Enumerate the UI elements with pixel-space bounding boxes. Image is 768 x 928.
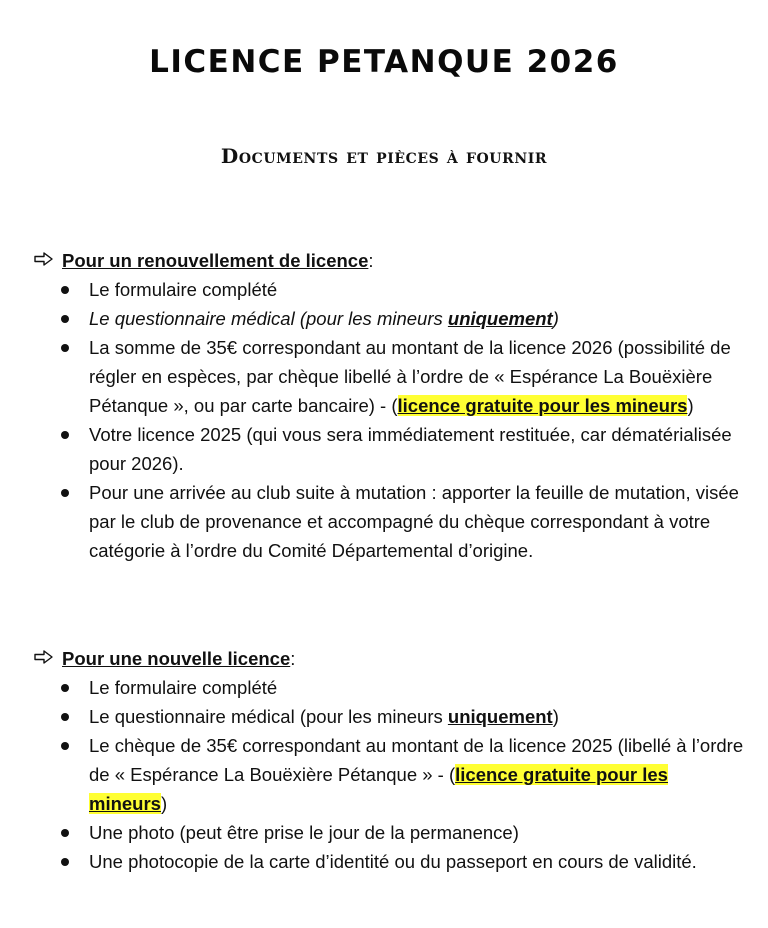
highlighted-text: licence gratuite pour les mineurs [89, 764, 668, 814]
bullet-dot-icon [61, 713, 69, 721]
list-item-text-part: La somme de 35€ correspondant au montant de la licence 2026 (possibilité de régler en espèces, par chèque libellé à l’ordre de « Espérance La Bouëxière Pétanque », ou par carte bancaire) - ( [89, 337, 731, 416]
right-arrow-outline-icon [34, 246, 58, 275]
list-item-text-part: ) [552, 706, 559, 727]
right-arrow-outline-icon [34, 644, 58, 673]
document-list [34, 275, 749, 565]
bullet-dot-icon [61, 858, 69, 866]
list-item [34, 731, 749, 818]
document-subtitle: Documents et pièces à fournir [220, 144, 548, 168]
list-item [34, 333, 749, 420]
list-item-text-part: ) [160, 793, 168, 814]
list-item [34, 478, 749, 565]
document-title: LICENCE PETANQUE 2026 [149, 44, 619, 80]
list-item-text-part: ) [552, 308, 559, 329]
document-list [34, 673, 749, 876]
list-item [34, 818, 749, 847]
list-item [34, 673, 749, 702]
list-item-text: Une photocopie de la carte d’identité ou du passeport en cours de validité. [89, 851, 697, 872]
list-item-text: Le formulaire complété [89, 677, 278, 698]
list-item-text-part: Le questionnaire médical (pour les mineurs [89, 706, 448, 727]
section-heading-text: Pour un renouvellement de licence [62, 250, 369, 271]
highlighted-text: licence gratuite pour les mineurs [397, 395, 688, 416]
bullet-dot-icon [61, 829, 69, 837]
list-item [34, 275, 749, 304]
section-heading [34, 644, 749, 673]
section-renewal [34, 246, 749, 565]
bullet-dot-icon [61, 684, 69, 692]
list-item [34, 304, 749, 333]
list-item [34, 702, 749, 731]
bullet-dot-icon [61, 489, 69, 497]
bullet-dot-icon [61, 742, 69, 750]
emphasis-text: uniquement [447, 308, 553, 329]
list-item-text-part: Le questionnaire médical (pour les mineurs [89, 308, 448, 329]
list-item [34, 847, 749, 876]
list-item-text: Une photo (peut être prise le jour de la permanence) [89, 822, 519, 843]
bullet-dot-icon [61, 315, 69, 323]
bullet-dot-icon [61, 344, 69, 352]
list-item-text: Le formulaire complété [89, 279, 278, 300]
list-item-text-part: ) [687, 395, 694, 416]
section-heading [34, 246, 749, 275]
bullet-dot-icon [61, 286, 69, 294]
list-item-text: Votre licence 2025 (qui vous sera immédiatement restituée, car dématérialisée pour 2026). [89, 424, 732, 474]
section-heading-suffix: : [368, 250, 374, 271]
emphasis-text: uniquement [447, 706, 553, 727]
list-item-text [89, 308, 559, 329]
list-item [34, 420, 749, 478]
bullet-dot-icon [61, 431, 69, 439]
section-heading-text: Pour une nouvelle licence [62, 648, 291, 669]
section-new-licence [34, 644, 749, 876]
section-heading-suffix: : [290, 648, 296, 669]
list-item-text-part: Le chèque de 35€ correspondant au montant de la licence 2025 (libellé à l’ordre de « Espérance La Bouëxière Pétanque » - ( [89, 735, 744, 785]
list-item-text: Pour une arrivée au club suite à mutation : apporter la feuille de mutation, visée par le club de provenance et accompagné du chèque correspondant à votre catégorie à l’ordre du Comité Départemental d’origine. [89, 482, 739, 561]
